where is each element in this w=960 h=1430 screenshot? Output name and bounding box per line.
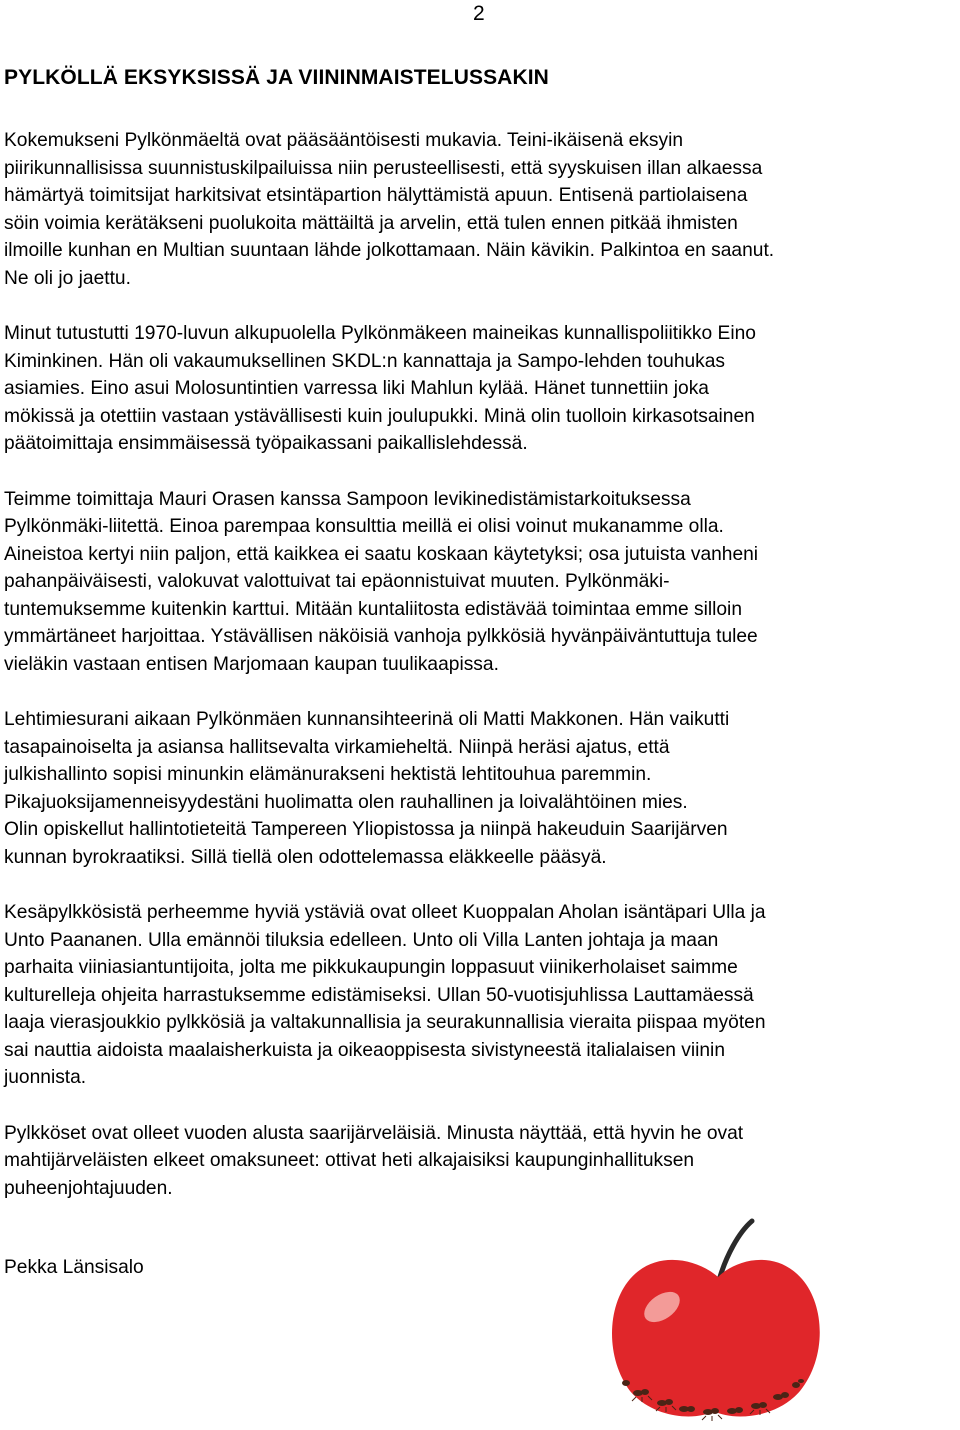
text-line: Lehtimiesurani aikaan Pylkönmäen kunnansihteerinä oli Matti Makkonen. Hän vaikutti: [4, 709, 730, 730]
text-line: juonnista.: [4, 1067, 87, 1088]
page-number: 2: [473, 2, 485, 25]
text-line: ilmoille kunhan en Multian suuntaan lähde jolkottamaan. Näin kävikin. Palkintoa en saanut.: [4, 240, 775, 261]
text-line: vieläkin vastaan entisen Marjomaan kaupan tuulikaapissa.: [4, 653, 499, 675]
paragraph-3: [4, 486, 958, 679]
text-line: Pylkönmäki-liitettä. Einoa parempaa konsulttia meillä ei olisi voinut mukanamme olla.: [4, 516, 724, 537]
text-line: Minut tutustutti 1970-luvun alkupuolella Pylkönmäkeen maineikas kunnallispoliitikko Eino: [4, 323, 756, 344]
text-line: hämärtyä toimitsijat harkitsivat etsintäpartion hälyttämistä apuun. Entisenä partiolaisena: [4, 185, 748, 206]
author-signature: Pekka Länsisalo: [4, 1257, 144, 1278]
text-line: Kokemukseni Pylkönmäeltä ovat pääsääntöisesti mukavia. Teini-ikäisenä eksyin: [4, 130, 684, 151]
text-line: Aineistoa kertyi niin paljon, että kaikkea ei saatu koskaan käytetyksi; osa jutuista vanheni: [4, 543, 759, 565]
text-line: Kesäpylkkösistä perheemme hyviä ystäviä ovat olleet Kuoppalan Aholan isäntäpari Ulla ja: [4, 902, 766, 923]
text-line: piirikunnallisissa suunnistuskilpailuissa niin perusteellisesti, että syyskuisen illan alkaessa: [4, 157, 763, 179]
paragraph-5: [4, 899, 958, 1092]
text-line: Pylkköset ovat olleet vuoden alusta saarijärveläisiä. Minusta näyttää, että hyvin he ovat: [4, 1122, 744, 1144]
text-line: julkishallinto sopisi minunkin elämänurakseni hektistä lehtitouhua paremmin.: [4, 764, 652, 785]
document-title: PYLKÖLLÄ EKSYKSISSÄ JA VIININMAISTELUSSAKIN: [4, 66, 549, 89]
text-line: kunnan byrokraatiksi. Sillä tiellä olen odottelemassa eläkkeelle pääsyä.: [4, 846, 607, 868]
text-line: mökissä ja otettiin vastaan ystävällisesti kuin joulupukki. Minä olin tuolloin kirkasotsainen: [4, 405, 755, 427]
text-line: tasapainoiselta ja asiansa hallitsevalta virkamieheltä. Niinpä heräsi ajatus, että: [4, 736, 670, 758]
text-line: puheenjohtajuuden.: [4, 1177, 173, 1199]
text-line: tuntemuksemme kuitenkin karttui. Mitään kuntaliitosta edistävää toimintaa emme silloin: [4, 598, 742, 620]
text-line: sai nauttia aidoista maalaisherkuista ja oikeaoppisesta sivistyneestä italialaisen viinin: [4, 1039, 725, 1061]
text-line: päätoimittaja ensimmäisessä työpaikassani paikallislehdessä.: [4, 433, 528, 454]
text-line: Unto Paananen. Ulla emännöi tiluksia edelleen. Unto oli Villa Lanten johtaja ja maan: [4, 929, 719, 951]
text-line: Kiminkinen. Hän oli vakaumuksellinen SKDL:n kannattaja ja Sampo-lehden touhukas: [4, 350, 726, 372]
text-line: laaja vierasjoukkio pylkkösiä ja valtakunnallisia ja seurakunnallisia vieraita piispaa myöten: [4, 1012, 766, 1033]
text-line: söin voimia kerätäkseni puolukoita mättäiltä ja arvelin, että tulen ennen pitkää ihmisten: [4, 212, 738, 234]
text-line: Teimme toimittaja Mauri Orasen kanssa Sampoon levikinedistämistarkoituksessa: [4, 488, 691, 510]
paragraph-1: [4, 127, 958, 292]
apple-illustration: [600, 1215, 830, 1425]
text-line: kulturelleja ohjeita harrastuksemme edistämiseksi. Ullan 50-vuotisjuhlissa Lauttamäessä: [4, 984, 754, 1006]
text-line: pahanpäiväisesti, valokuvat valottuivat tai epäonnistuivat muuten. Pylkönmäki-: [4, 571, 670, 592]
text-line: Pikajuoksijamenneisyydestäni huolimatta olen rauhallinen ja loivalähtöinen mies.: [4, 791, 688, 813]
text-line: parhaita viiniasiantuntijoita, jolta me pikkukaupungin loppasuut viinikerholaiset saimme: [4, 957, 738, 978]
text-line: ymmärtäneet harjoittaa. Ystävällisen näköisiä vanhoja pylkkösiä hyvänpäiväntuttuja tulee: [4, 626, 758, 647]
text-line: mahtijärveläisten elkeet omaksuneet: ottivat heti alkajaisiksi kaupunginhallituksen: [4, 1150, 695, 1171]
text-line: Olin opiskellut hallintotieteitä Tampereen Yliopistossa ja niinpä hakeuduin Saarijärven: [4, 819, 728, 840]
text-line: Ne oli jo jaettu.: [4, 267, 131, 289]
article-body: [4, 127, 958, 1230]
paragraph-4: [4, 706, 958, 871]
text-line: asiamies. Eino asui Molosuntintien varressa liki Mahlun kylää. Hänet tunnettiin joka: [4, 378, 709, 399]
paragraph-6: [4, 1120, 958, 1203]
paragraph-2: [4, 320, 958, 458]
